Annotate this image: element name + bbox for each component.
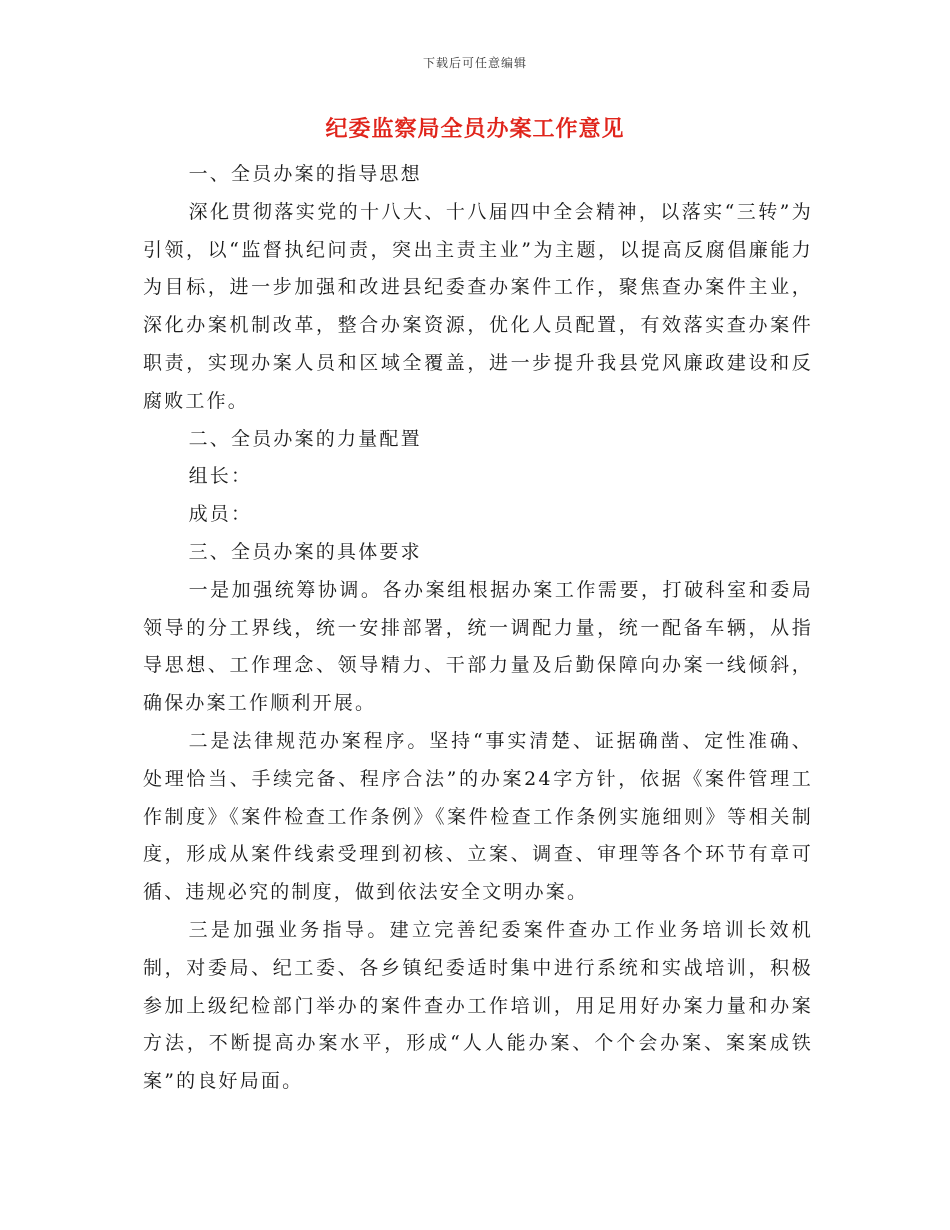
paragraph-guidance: 三是加强业务指导。建立完善纪委案件查办工作业务培训长效机制，对委局、纪工委、各乡镇纪委适时集中进行系统和实战培训，积极参加上级纪检部门举办的案件查办工作培训，用足用好办案力量和办案方法，不断提高办案水平，形成“人人能办案、个个会办案、案案成铁案”的良好局面。 (143, 918, 813, 1093)
paragraph-procedure: 二是法律规范办案程序。坚持“事实清楚、证据确凿、定性准确、处理恰当、手续完备、程序合法”的办案24字方针，依据《案件管理工作制度》《案件检查工作条例》《案件检查工作条例实施细则》等相关制度，形成从案件线索受理到初核、立案、调查、审理等各个环节有章可循、违规必究的制度，做到依法安全文明办案。 (143, 729, 813, 904)
document-title: 纪委监察局全员办案工作意见 (325, 116, 625, 142)
document-body (143, 156, 813, 1101)
group-leader-line: 组长： (188, 465, 253, 488)
section-heading-3: 三、全员办案的具体要求 (188, 540, 422, 563)
section-heading-2: 二、全员办案的力量配置 (188, 427, 422, 450)
section-heading-1: 一、全员办案的指导思想 (188, 163, 422, 185)
header-note: 下载后可任意编辑 (422, 56, 527, 70)
paragraph-coordination: 一是加强统筹协调。各办案组根据办案工作需要，打破科室和委局领导的分工界线，统一安排部署，统一调配力量，统一配备车辆，从指导思想、工作理念、领导精力、干部力量及后勤保障向办案一线倾斜，确保办案工作顺利开展。 (143, 578, 813, 715)
group-members-line: 成员： (188, 503, 253, 526)
paragraph-guiding-thought: 深化贯彻落实党的十八大、十八届四中全会精神，以落实“三转”为引领，以“监督执纪问责，突出主责主业”为主题，以提高反腐倡廉能力为目标，进一步加强和改进县纪委查办案件工作，聚焦查办案件主业，深化办案机制改革，整合办案资源，优化人员配置，有效落实查办案件职责，实现办案人员和区域全覆盖，进一步提升我县党风廉政建设和反腐败工作。 (143, 200, 813, 412)
